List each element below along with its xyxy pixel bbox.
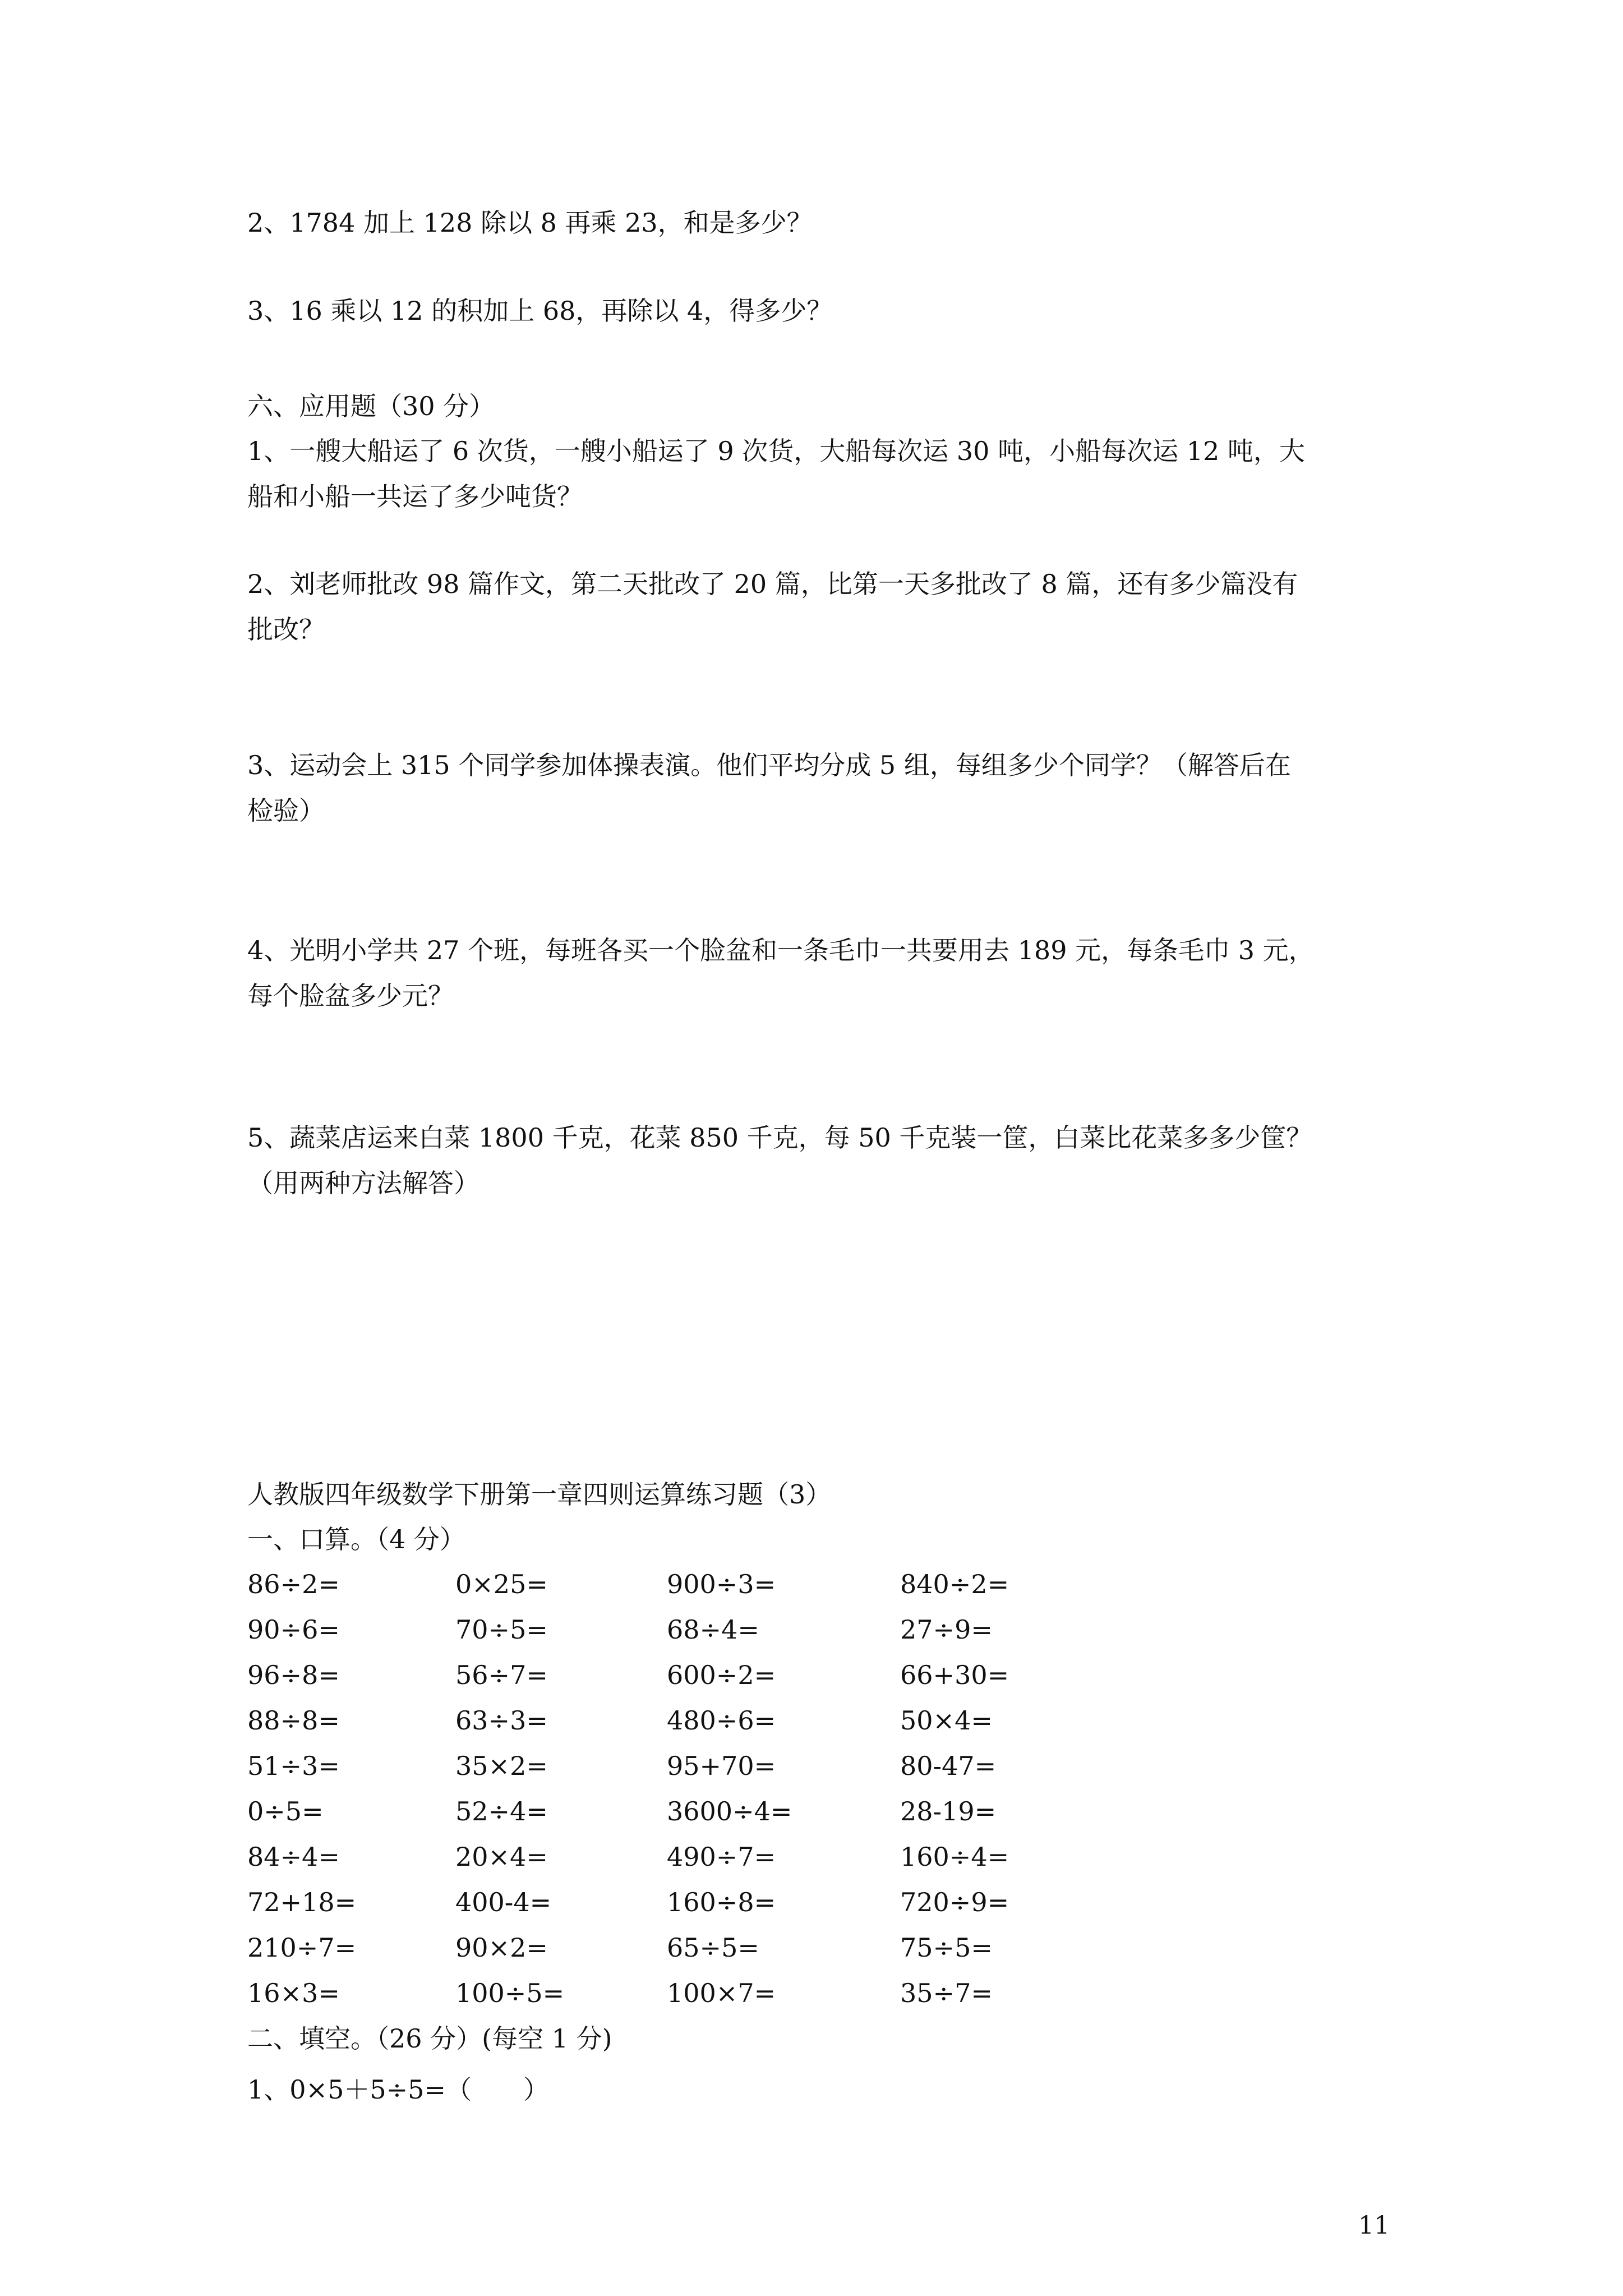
oral-item: 35×2= bbox=[455, 1751, 548, 1781]
oral-item: 0÷5= bbox=[247, 1796, 324, 1826]
oral-item: 68÷4= bbox=[667, 1614, 759, 1645]
oral-item: 28-19= bbox=[900, 1796, 997, 1826]
oral-item: 27÷9= bbox=[900, 1614, 993, 1645]
oral-item: 90÷6= bbox=[247, 1614, 340, 1645]
oral-item: 56÷7= bbox=[455, 1660, 548, 1690]
fill-heading: 二、填空。（26 分）(每空 1 分) bbox=[247, 2023, 612, 2054]
oral-item: 70÷5= bbox=[455, 1614, 548, 1645]
oral-item: 3600÷4= bbox=[667, 1796, 792, 1826]
oral-item: 84÷4= bbox=[247, 1842, 340, 1872]
section-6-heading: 六、应用题（30 分） bbox=[247, 391, 495, 421]
problem-5-line-1: 5、蔬菜店运来白菜 1800 千克，花菜 850 千克，每 50 千克装一筐，白菜比花菜多多少筐？ bbox=[247, 1122, 1312, 1153]
oral-item: 210÷7= bbox=[247, 1932, 357, 1963]
oral-item: 0×25= bbox=[455, 1569, 548, 1599]
oral-item: 900÷3= bbox=[667, 1569, 776, 1599]
oral-item: 75÷5= bbox=[900, 1932, 993, 1963]
oral-item: 52÷4= bbox=[455, 1796, 548, 1826]
problem-3-line-1: 3、运动会上 315 个同学参加体操表演。他们平均分成 5 组，每组多少个同学？（解答后在 bbox=[247, 750, 1291, 780]
problem-4-line-2: 每个脸盆多少元？ bbox=[247, 981, 454, 1011]
oral-item: 90×2= bbox=[455, 1932, 548, 1963]
oral-item: 95+70= bbox=[667, 1751, 776, 1781]
oral-item: 80-47= bbox=[900, 1751, 997, 1781]
oral-heading: 一、口算。（4 分） bbox=[247, 1524, 465, 1554]
oral-item: 400-4= bbox=[455, 1887, 552, 1917]
oral-item: 100÷5= bbox=[455, 1978, 565, 2008]
problem-4-line-1: 4、光明小学共 27 个班，每班各买一个脸盆和一条毛巾一共要用去 189 元，每条毛巾 3 元， bbox=[247, 935, 1315, 965]
oral-item: 72+18= bbox=[247, 1887, 357, 1917]
problem-2-line-2: 批改？ bbox=[247, 614, 325, 645]
problem-5-line-2: （用两种方法解答） bbox=[247, 1168, 479, 1198]
oral-item: 160÷8= bbox=[667, 1887, 776, 1917]
fill-question-1: 1、0×5＋5÷5=（ ） bbox=[247, 2074, 549, 2105]
oral-item: 96÷8= bbox=[247, 1660, 340, 1690]
question-5-2: 2、1784 加上 128 除以 8 再乘 23，和是多少？ bbox=[247, 208, 813, 238]
page-number: 11 bbox=[1358, 2211, 1390, 2240]
oral-item: 720÷9= bbox=[900, 1887, 1009, 1917]
oral-item: 35÷7= bbox=[900, 1978, 993, 2008]
problem-1-line-2: 船和小船一共运了多少吨货？ bbox=[247, 481, 583, 512]
oral-item: 50×4= bbox=[900, 1705, 993, 1736]
oral-item: 160÷4= bbox=[900, 1842, 1009, 1872]
question-5-3: 3、16 乘以 12 的积加上 68，再除以 4，得多少？ bbox=[247, 296, 833, 326]
oral-item: 600÷2= bbox=[667, 1660, 776, 1690]
oral-item: 86÷2= bbox=[247, 1569, 340, 1599]
problem-2-line-1: 2、刘老师批改 98 篇作文，第二天批改了 20 篇，比第一天多批改了 8 篇，还有多少篇没有 bbox=[247, 569, 1298, 599]
oral-item: 490÷7= bbox=[667, 1842, 776, 1872]
oral-item: 16×3= bbox=[247, 1978, 340, 2008]
oral-item: 88÷8= bbox=[247, 1705, 340, 1736]
problem-1-line-1: 1、一艘大船运了 6 次货，一艘小船运了 9 次货，大船每次运 30 吨，小船每次运 12 吨，大 bbox=[247, 436, 1305, 466]
oral-item: 840÷2= bbox=[900, 1569, 1009, 1599]
oral-item: 20×4= bbox=[455, 1842, 548, 1872]
oral-item: 480÷6= bbox=[667, 1705, 776, 1736]
oral-item: 51÷3= bbox=[247, 1751, 340, 1781]
exercise-title: 人教版四年级数学下册第一章四则运算练习题（3） bbox=[247, 1479, 832, 1510]
oral-item: 100×7= bbox=[667, 1978, 776, 2008]
oral-item: 65÷5= bbox=[667, 1932, 759, 1963]
oral-item: 63÷3= bbox=[455, 1705, 548, 1736]
problem-3-line-2: 检验） bbox=[247, 795, 325, 826]
oral-item: 66+30= bbox=[900, 1660, 1009, 1690]
